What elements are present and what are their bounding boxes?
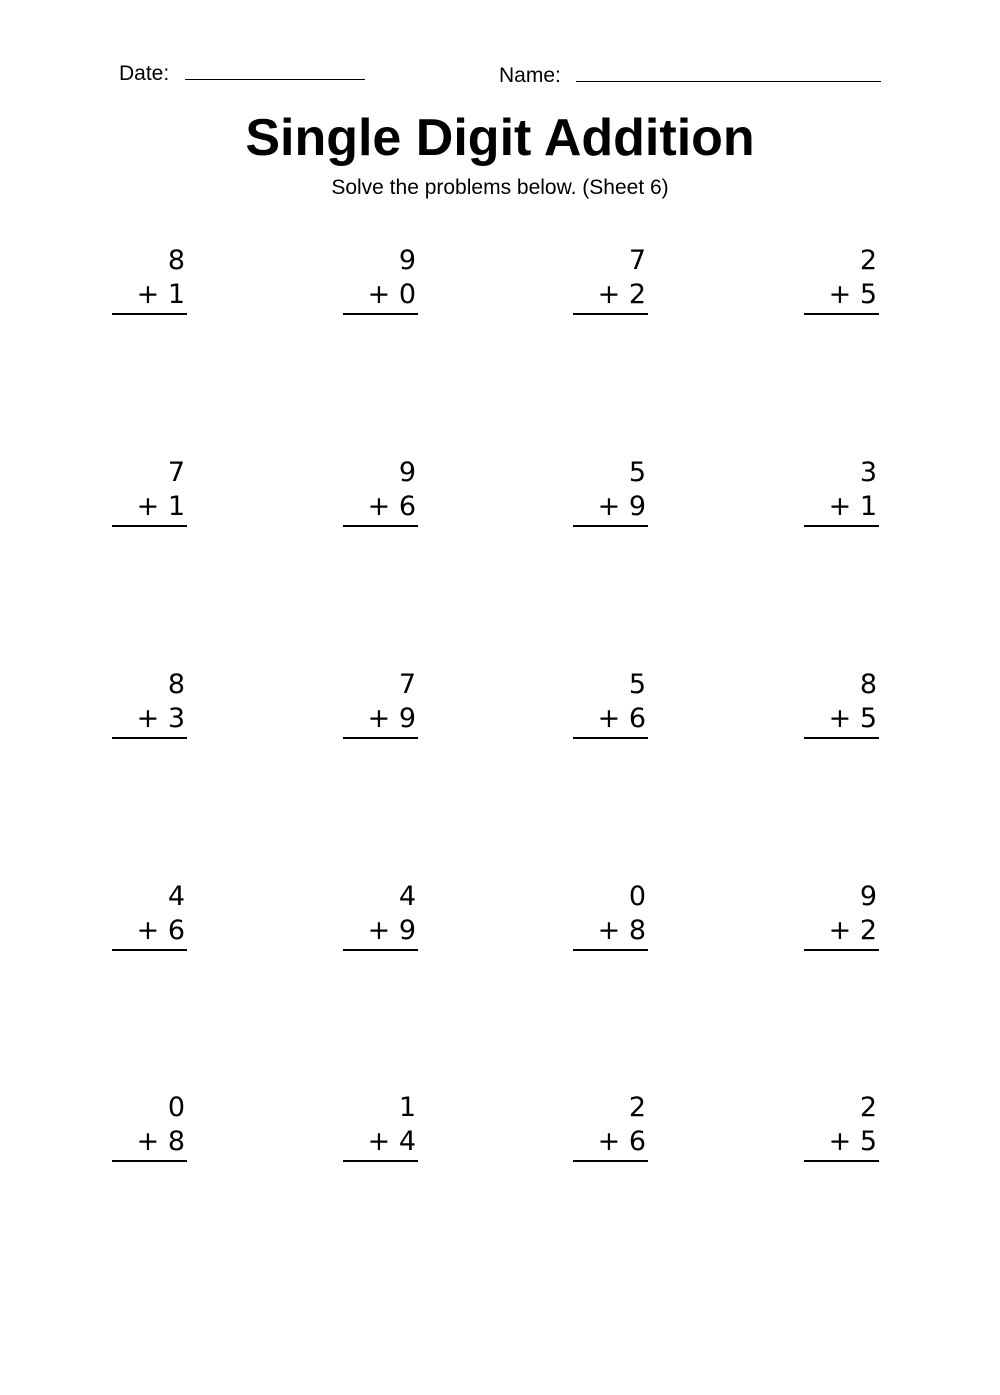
plus-operator: +: [136, 1126, 160, 1157]
addend-bottom: [573, 490, 648, 524]
addend-bottom: [112, 914, 187, 948]
addend-top: 5: [628, 457, 646, 488]
plus-operator: +: [828, 915, 852, 946]
addend-bottom: [112, 1125, 187, 1159]
addend-bottom-value: 8: [628, 915, 646, 946]
addend-top: 0: [628, 881, 646, 912]
addend-bottom-value: 0: [398, 279, 416, 310]
addend-bottom: [343, 914, 418, 948]
addend-bottom-value: 9: [398, 703, 416, 734]
answer-line[interactable]: [343, 313, 418, 315]
addition-problem: [573, 244, 648, 315]
addend-top: 4: [167, 881, 185, 912]
answer-line[interactable]: [112, 525, 187, 527]
answer-line[interactable]: [804, 949, 879, 951]
plus-operator: +: [367, 703, 391, 734]
addend-bottom-value: 8: [167, 1126, 185, 1157]
name-field-line[interactable]: [576, 81, 881, 82]
addend-top: 8: [859, 669, 877, 700]
addend-bottom: [112, 490, 187, 524]
addend-bottom: [112, 702, 187, 736]
addend-bottom-value: 5: [859, 279, 877, 310]
addend-bottom: [343, 490, 418, 524]
addend-top: 9: [398, 245, 416, 276]
addend-top: 5: [628, 669, 646, 700]
answer-line[interactable]: [573, 313, 648, 315]
date-field-line[interactable]: [185, 79, 365, 80]
answer-line[interactable]: [343, 949, 418, 951]
addition-problem: [573, 456, 648, 527]
addend-bottom-value: 1: [167, 491, 185, 522]
answer-line[interactable]: [573, 949, 648, 951]
addition-problem: [112, 456, 187, 527]
addition-problem: [804, 456, 879, 527]
plus-operator: +: [828, 491, 852, 522]
addition-problem: [573, 880, 648, 951]
addition-problem: [343, 456, 418, 527]
answer-line[interactable]: [112, 313, 187, 315]
addend-top: 7: [628, 245, 646, 276]
plus-operator: +: [597, 1126, 621, 1157]
addend-bottom: [573, 702, 648, 736]
addend-bottom: [804, 1125, 879, 1159]
addend-top: 7: [398, 669, 416, 700]
addend-top: 3: [859, 457, 877, 488]
answer-line[interactable]: [112, 1160, 187, 1162]
addend-bottom-value: 2: [859, 915, 877, 946]
addend-top: 7: [167, 457, 185, 488]
addend-bottom-value: 4: [398, 1126, 416, 1157]
addition-problem: [112, 244, 187, 315]
addend-bottom: [804, 914, 879, 948]
addition-problem: [112, 668, 187, 739]
addend-bottom: [573, 1125, 648, 1159]
plus-operator: +: [367, 279, 391, 310]
addition-problem: [343, 1091, 418, 1162]
answer-line[interactable]: [804, 313, 879, 315]
addend-bottom-value: 6: [167, 915, 185, 946]
addend-top: 9: [398, 457, 416, 488]
plus-operator: +: [136, 915, 160, 946]
addition-problem: [804, 880, 879, 951]
addend-top: 0: [167, 1092, 185, 1123]
addend-bottom-value: 9: [628, 491, 646, 522]
plus-operator: +: [136, 703, 160, 734]
plus-operator: +: [597, 915, 621, 946]
plus-operator: +: [597, 491, 621, 522]
addend-bottom: [343, 702, 418, 736]
plus-operator: +: [367, 1126, 391, 1157]
answer-line[interactable]: [343, 1160, 418, 1162]
answer-line[interactable]: [573, 525, 648, 527]
addend-bottom: [573, 278, 648, 312]
addend-bottom: [343, 278, 418, 312]
addend-top: 8: [167, 669, 185, 700]
answer-line[interactable]: [112, 949, 187, 951]
addition-problem: [112, 880, 187, 951]
addend-bottom-value: 5: [859, 703, 877, 734]
addend-top: 2: [628, 1092, 646, 1123]
addend-bottom-value: 5: [859, 1126, 877, 1157]
addition-problem: [804, 1091, 879, 1162]
addend-bottom: [343, 1125, 418, 1159]
answer-line[interactable]: [343, 525, 418, 527]
addend-top: 2: [859, 245, 877, 276]
worksheet-title: Single Digit Addition: [245, 109, 755, 167]
answer-line[interactable]: [804, 737, 879, 739]
addition-problem: [343, 668, 418, 739]
addition-problem: [343, 244, 418, 315]
addend-bottom-value: 6: [628, 1126, 646, 1157]
plus-operator: +: [136, 279, 160, 310]
addition-problem: [804, 668, 879, 739]
worksheet-subtitle: Solve the problems below. (Sheet 6): [331, 176, 669, 199]
addition-problem: [573, 1091, 648, 1162]
plus-operator: +: [367, 491, 391, 522]
addend-bottom: [804, 490, 879, 524]
addend-top: 9: [859, 881, 877, 912]
addend-bottom-value: 1: [859, 491, 877, 522]
name-label: Name:: [499, 64, 561, 87]
plus-operator: +: [367, 915, 391, 946]
addend-bottom-value: 2: [628, 279, 646, 310]
addend-bottom: [804, 702, 879, 736]
answer-line[interactable]: [573, 1160, 648, 1162]
addend-top: 1: [398, 1092, 416, 1123]
plus-operator: +: [828, 1126, 852, 1157]
plus-operator: +: [828, 703, 852, 734]
plus-operator: +: [597, 703, 621, 734]
addend-bottom: [573, 914, 648, 948]
addend-bottom-value: 3: [167, 703, 185, 734]
addend-bottom: [804, 278, 879, 312]
answer-line[interactable]: [804, 1160, 879, 1162]
addend-bottom-value: 1: [167, 279, 185, 310]
addend-bottom: [112, 278, 187, 312]
addition-problem: [804, 244, 879, 315]
addend-top: 8: [167, 245, 185, 276]
plus-operator: +: [136, 491, 160, 522]
addition-problem: [343, 880, 418, 951]
answer-line[interactable]: [804, 525, 879, 527]
plus-operator: +: [597, 279, 621, 310]
addend-bottom-value: 9: [398, 915, 416, 946]
addition-problem: [573, 668, 648, 739]
addend-top: 2: [859, 1092, 877, 1123]
addend-bottom-value: 6: [398, 491, 416, 522]
answer-line[interactable]: [573, 737, 648, 739]
addend-top: 4: [398, 881, 416, 912]
answer-line[interactable]: [343, 737, 418, 739]
plus-operator: +: [828, 279, 852, 310]
addition-problem: [112, 1091, 187, 1162]
date-label: Date:: [119, 62, 170, 85]
addend-bottom-value: 6: [628, 703, 646, 734]
answer-line[interactable]: [112, 737, 187, 739]
